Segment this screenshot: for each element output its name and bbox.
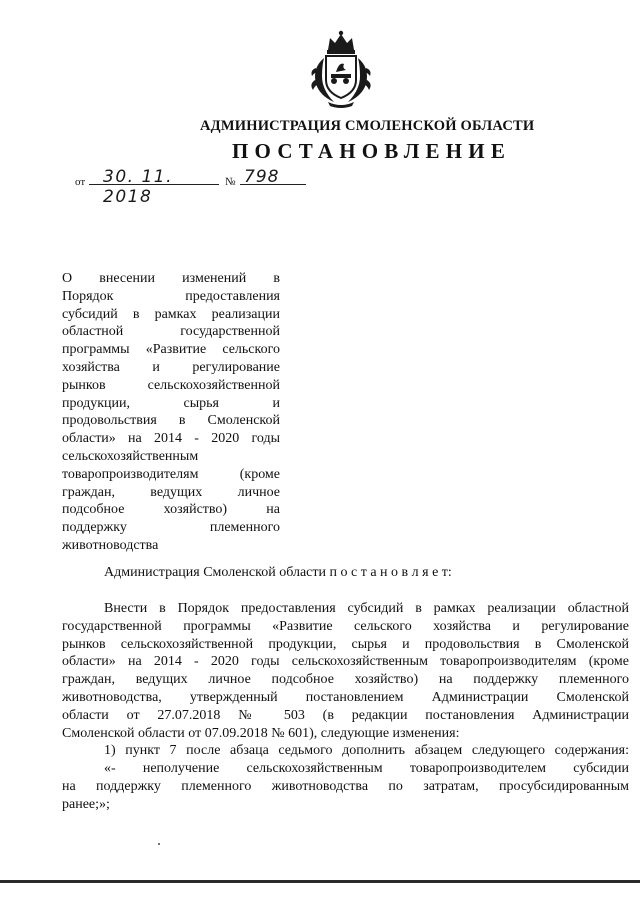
subject-line: сельскохозяйственным xyxy=(62,448,199,464)
document-date: 30. 11. 2018 xyxy=(89,167,219,185)
document-body xyxy=(62,600,629,814)
registration-line xyxy=(75,167,315,207)
date-label: от xyxy=(75,176,86,188)
subject-line: областной государственной xyxy=(62,324,280,340)
subject-line: рынков сельскохозяйственной xyxy=(62,377,280,393)
body-line: «- неполучение сельскохозяйственным товаропроизводителем субсидии xyxy=(104,761,629,777)
body-line: на поддержку племенного животноводства по затратам, просубсидированным xyxy=(62,778,629,794)
body-line: Смоленской области от 07.09.2018 № 601), следующие изменения: xyxy=(62,725,460,741)
subject-line: подсобное хозяйство) на xyxy=(62,502,280,518)
subject-line: животноводства xyxy=(62,537,159,553)
subject-line: граждан, ведущих личное xyxy=(62,484,280,500)
document-subject xyxy=(62,270,280,555)
body-line: ранее;»; xyxy=(62,796,110,812)
number-label: № xyxy=(225,176,236,188)
subject-line: субсидий в рамках реализации xyxy=(62,306,280,322)
body-line: рынков сельскохозяйственной продукции, сырья и продовольствия в Смоленской xyxy=(62,636,629,652)
body-line: Внести в Порядок предоставления субсидий в рамках реализации областной xyxy=(104,601,629,616)
smolensk-coat-of-arms-emblem xyxy=(306,28,376,110)
page-bottom-edge xyxy=(0,880,640,883)
body-line: государственной программы «Развитие сельского хозяйства и регулирование xyxy=(62,618,629,634)
body-line: области от 27.07.2018 № 503 (в редакции постановления Администрации xyxy=(62,707,629,723)
body-line: граждан, ведущих личное подсобное хозяйство) на поддержку племенного xyxy=(62,672,629,688)
subject-line: О внесении изменений в xyxy=(62,271,280,286)
body-line: 1) пункт 7 после абзаца седьмого дополнить абзацем следующего содержания: xyxy=(104,743,629,759)
subject-line: поддержку племенного xyxy=(62,520,280,536)
body-line: области» на 2014 - 2020 годы сельскохозяйственным товаропроизводителям (кроме xyxy=(62,654,629,670)
document-type-title: ПОСТАНОВЛЕНИЕ xyxy=(232,139,512,163)
subject-line: программы «Развитие сельского xyxy=(62,342,280,358)
organization-name: АДМИНИСТРАЦИЯ СМОЛЕНСКОЙ ОБЛАСТИ xyxy=(200,118,535,134)
subject-line: продовольствия в Смоленской xyxy=(62,413,280,429)
subject-line: Порядок предоставления xyxy=(62,288,280,304)
body-line: животноводства, утвержденный постановлением Администрации Смоленской xyxy=(62,689,629,705)
subject-line: продукции, сырья и xyxy=(62,395,280,411)
subject-line: товаропроизводителям (кроме xyxy=(62,466,280,482)
preamble-text: Администрация Смоленской области п о с т а н о в л я е т: xyxy=(104,565,452,580)
document-number: 798 xyxy=(240,167,306,185)
subject-line: области» на 2014 - 2020 годы xyxy=(62,431,280,447)
scan-speck xyxy=(158,843,160,845)
subject-line: хозяйства и регулирование xyxy=(62,359,280,375)
